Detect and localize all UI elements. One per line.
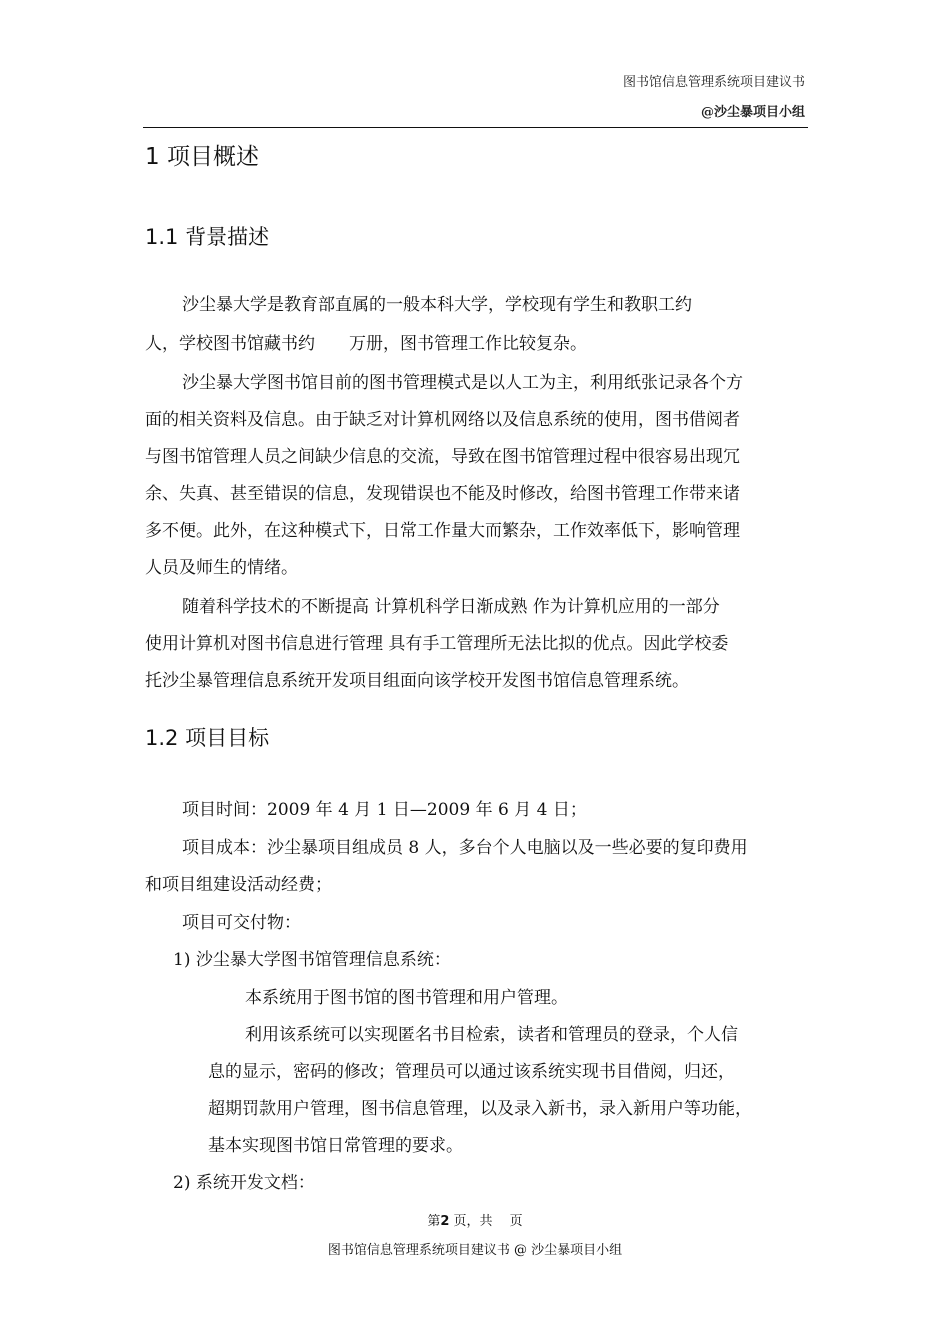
paragraph-line: 人，学校图书馆藏书约 万册，图书管理工作比较复杂。 (145, 334, 587, 354)
paragraph-line: 与图书馆管理人员之间缺少信息的交流，导致在图书馆管理过程中很容易出现冗 (145, 447, 740, 467)
list-item-1: 1) 沙尘暴大学图书馆管理信息系统： (173, 950, 451, 970)
paragraph-line: 托沙尘暴管理信息系统开发项目组面向该学校开发图书馆信息管理系统。 (145, 671, 689, 691)
paragraph-line: 超期罚款用户管理，图书信息管理，以及录入新书，录入新用户等功能， (208, 1099, 752, 1119)
list-item-2: 2) 系统开发文档： (173, 1173, 315, 1193)
paragraph-line: 利用该系统可以实现匿名书目检索，读者和管理员的登录，个人信 (245, 1025, 738, 1045)
footer-page-prefix: 第 (427, 1214, 441, 1229)
paragraph-line: 项目成本：沙尘暴项目组成员 8 人，多台个人电脑以及一些必要的复印费用 (182, 838, 748, 858)
header-doc-title: 图书馆信息管理系统项目建议书 (622, 75, 805, 90)
paragraph-line: 和项目组建设活动经费； (145, 875, 332, 895)
paragraph-line: 息的显示，密码的修改；管理员可以通过该系统实现书目借阅，归还， (208, 1062, 735, 1082)
paragraph-line: 项目时间：2009 年 4 月 1 日—2009 年 6 月 4 日； (182, 800, 587, 820)
header-rule (143, 127, 808, 128)
paragraph-line: 本系统用于图书馆的图书管理和用户管理。 (245, 988, 568, 1008)
header-team-name: @沙尘暴项目小组 (700, 105, 805, 120)
paragraph-line: 使用计算机对图书信息进行管理 具有手工管理所无法比拟的优点。因此学校委 (145, 634, 729, 654)
footer-current-page: 2 (440, 1214, 450, 1229)
paragraph-line: 沙尘暴大学是教育部直属的一般本科大学，学校现有学生和教职工约 (182, 295, 692, 315)
footer-page-suffix: 页，共 页 (449, 1214, 523, 1229)
paragraph-line: 基本实现图书馆日常管理的要求。 (208, 1136, 463, 1156)
paragraph-line: 沙尘暴大学图书馆目前的图书管理模式是以人工为主，利用纸张记录各个方 (182, 373, 743, 393)
paragraph-line: 人员及师生的情绪。 (145, 558, 298, 578)
paragraph-line: 余、失真、甚至错误的信息，发现错误也不能及时修改，给图书管理工作带来诸 (145, 484, 740, 504)
footer-doc-line: 图书馆信息管理系统项目建议书 @ 沙尘暴项目小组 (327, 1243, 623, 1258)
section-1-2-heading: 1.2 项目目标 (145, 726, 270, 750)
paragraph-line: 面的相关资料及信息。由于缺乏对计算机网络以及信息系统的使用，图书借阅者 (145, 410, 740, 430)
paragraph-line: 多不便。此外，在这种模式下，日常工作量大而繁杂，工作效率低下，影响管理 (145, 521, 740, 541)
paragraph-line: 随着科学技术的不断提高 计算机科学日渐成熟 作为计算机应用的一部分 (182, 597, 720, 617)
paragraph-line: 项目可交付物： (182, 913, 301, 933)
section-1-1-heading: 1.1 背景描述 (145, 225, 270, 249)
footer-page-number (0, 1210, 950, 1229)
section-1-heading: 1 项目概述 (145, 144, 259, 170)
